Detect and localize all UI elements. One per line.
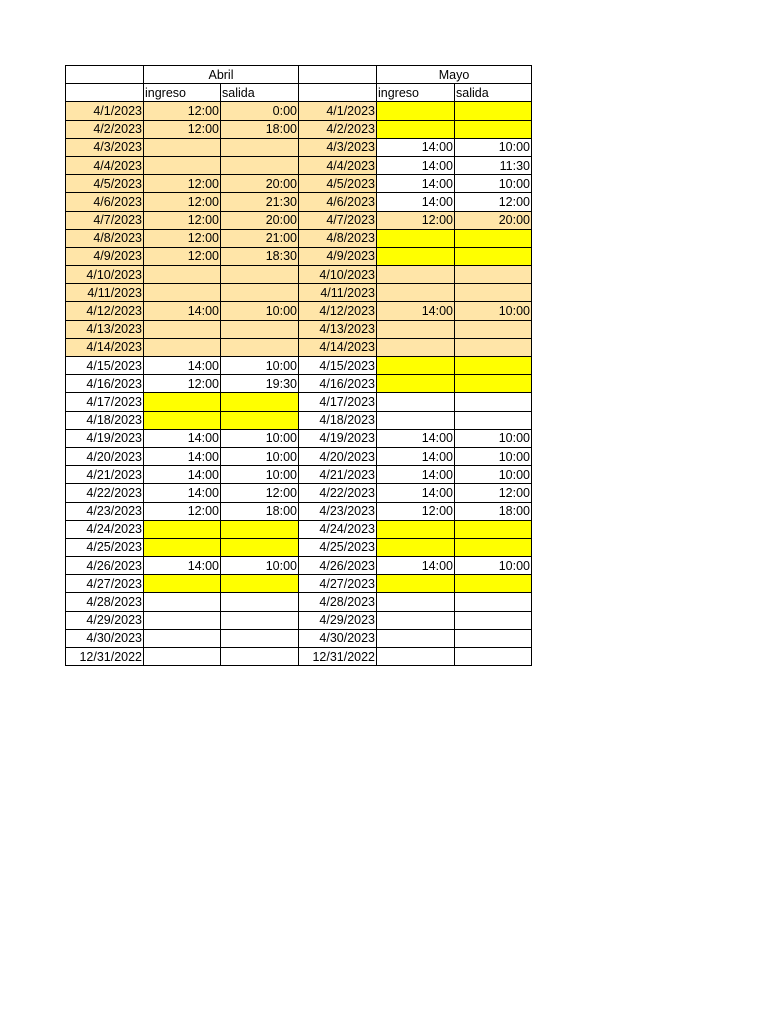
salida-april-cell[interactable] <box>221 520 299 538</box>
table-row <box>66 193 532 211</box>
date-may-cell[interactable]: 4/21/2023 <box>299 466 377 484</box>
table-row <box>66 138 532 156</box>
table-row <box>66 611 532 629</box>
ingreso-april-cell[interactable] <box>144 593 221 611</box>
month-right-header[interactable]: Mayo <box>377 66 532 84</box>
date-may-cell[interactable]: 4/10/2023 <box>299 266 377 284</box>
date-april-cell[interactable]: 4/29/2023 <box>66 611 144 629</box>
salida-may-cell[interactable] <box>455 102 532 120</box>
table-row <box>66 447 532 465</box>
ingreso-may-cell[interactable] <box>377 629 455 647</box>
ingreso-april-cell[interactable]: 12:00 <box>144 502 221 520</box>
date-april-cell[interactable]: 4/26/2023 <box>66 557 144 575</box>
table-row <box>66 629 532 647</box>
table-row <box>66 247 532 265</box>
ingreso-april-cell[interactable]: 12:00 <box>144 102 221 120</box>
date-may-cell[interactable]: 4/28/2023 <box>299 593 377 611</box>
date-april-cell[interactable]: 4/28/2023 <box>66 593 144 611</box>
ingreso-april-cell[interactable]: 12:00 <box>144 229 221 247</box>
table-row <box>66 466 532 484</box>
salida-may-cell[interactable]: 12:00 <box>455 193 532 211</box>
salida-april-cell[interactable]: 18:00 <box>221 502 299 520</box>
ingreso-april-cell[interactable]: 14:00 <box>144 357 221 375</box>
date-april-cell[interactable]: 4/19/2023 <box>66 429 144 447</box>
salida-may-cell[interactable] <box>455 648 532 666</box>
salida-april-cell[interactable] <box>221 156 299 174</box>
salida-april-cell[interactable] <box>221 284 299 302</box>
spreadsheet-table <box>65 65 532 666</box>
salida-may-cell[interactable]: 10:00 <box>455 429 532 447</box>
date-april-cell[interactable]: 4/1/2023 <box>66 102 144 120</box>
ingreso-april-cell[interactable]: 14:00 <box>144 484 221 502</box>
table-row <box>66 229 532 247</box>
ingreso-april-cell[interactable] <box>144 611 221 629</box>
ingreso-april-cell[interactable]: 14:00 <box>144 429 221 447</box>
ingreso-left-header[interactable]: ingreso <box>144 84 221 102</box>
month-left-header[interactable]: Abril <box>144 66 299 84</box>
salida-may-cell[interactable] <box>455 284 532 302</box>
ingreso-may-cell[interactable] <box>377 648 455 666</box>
date-may-cell[interactable]: 4/15/2023 <box>299 357 377 375</box>
date-may-cell[interactable]: 4/18/2023 <box>299 411 377 429</box>
ingreso-april-cell[interactable] <box>144 138 221 156</box>
ingreso-may-cell[interactable] <box>377 229 455 247</box>
table-row <box>66 156 532 174</box>
table-row <box>66 302 532 320</box>
salida-april-cell[interactable]: 21:00 <box>221 229 299 247</box>
date-april-cell[interactable]: 4/10/2023 <box>66 266 144 284</box>
ingreso-may-cell[interactable] <box>377 611 455 629</box>
date-april-cell[interactable]: 4/11/2023 <box>66 284 144 302</box>
ingreso-april-cell[interactable] <box>144 648 221 666</box>
date-april-cell[interactable]: 4/6/2023 <box>66 193 144 211</box>
salida-april-cell[interactable]: 20:00 <box>221 211 299 229</box>
ingreso-may-cell[interactable] <box>377 357 455 375</box>
salida-may-cell[interactable] <box>455 520 532 538</box>
date-may-cell[interactable]: 4/3/2023 <box>299 138 377 156</box>
salida-may-cell[interactable] <box>455 229 532 247</box>
salida-april-cell[interactable]: 21:30 <box>221 193 299 211</box>
month-header-row <box>66 66 532 84</box>
ingreso-may-cell[interactable] <box>377 120 455 138</box>
salida-april-cell[interactable]: 10:00 <box>221 302 299 320</box>
empty-header-cell[interactable] <box>66 84 144 102</box>
table-row <box>66 575 532 593</box>
date-april-cell[interactable]: 4/7/2023 <box>66 211 144 229</box>
salida-may-cell[interactable] <box>455 120 532 138</box>
salida-may-cell[interactable]: 18:00 <box>455 502 532 520</box>
salida-may-cell[interactable] <box>455 320 532 338</box>
ingreso-may-cell[interactable]: 14:00 <box>377 557 455 575</box>
ingreso-may-cell[interactable]: 14:00 <box>377 156 455 174</box>
salida-april-cell[interactable] <box>221 611 299 629</box>
salida-may-cell[interactable] <box>455 593 532 611</box>
ingreso-april-cell[interactable] <box>144 520 221 538</box>
table-row <box>66 502 532 520</box>
date-april-cell[interactable]: 4/2/2023 <box>66 120 144 138</box>
ingreso-april-cell[interactable] <box>144 156 221 174</box>
ingreso-april-cell[interactable] <box>144 266 221 284</box>
salida-may-cell[interactable]: 20:00 <box>455 211 532 229</box>
date-april-cell[interactable]: 4/15/2023 <box>66 357 144 375</box>
date-april-cell[interactable]: 4/4/2023 <box>66 156 144 174</box>
date-april-cell[interactable]: 4/27/2023 <box>66 575 144 593</box>
ingreso-right-header[interactable]: ingreso <box>377 84 455 102</box>
date-may-cell[interactable]: 4/9/2023 <box>299 247 377 265</box>
salida-april-cell[interactable] <box>221 538 299 556</box>
date-april-cell[interactable]: 4/5/2023 <box>66 175 144 193</box>
salida-may-cell[interactable]: 12:00 <box>455 484 532 502</box>
ingreso-may-cell[interactable]: 12:00 <box>377 502 455 520</box>
ingreso-april-cell[interactable]: 12:00 <box>144 211 221 229</box>
date-may-cell[interactable]: 4/8/2023 <box>299 229 377 247</box>
empty-header-cell[interactable] <box>299 84 377 102</box>
ingreso-may-cell[interactable] <box>377 247 455 265</box>
salida-may-cell[interactable]: 10:00 <box>455 466 532 484</box>
date-april-cell[interactable]: 4/20/2023 <box>66 447 144 465</box>
ingreso-may-cell[interactable]: 14:00 <box>377 138 455 156</box>
ingreso-april-cell[interactable] <box>144 338 221 356</box>
date-april-cell[interactable]: 4/16/2023 <box>66 375 144 393</box>
table-row <box>66 520 532 538</box>
date-may-cell[interactable]: 4/1/2023 <box>299 102 377 120</box>
ingreso-april-cell[interactable] <box>144 629 221 647</box>
date-may-cell[interactable]: 4/30/2023 <box>299 629 377 647</box>
date-may-cell[interactable]: 4/27/2023 <box>299 575 377 593</box>
table-row <box>66 648 532 666</box>
ingreso-april-cell[interactable]: 14:00 <box>144 466 221 484</box>
empty-header-cell[interactable] <box>299 66 377 84</box>
ingreso-april-cell[interactable]: 12:00 <box>144 247 221 265</box>
ingreso-april-cell[interactable] <box>144 320 221 338</box>
salida-right-header[interactable]: salida <box>455 84 532 102</box>
table-row <box>66 338 532 356</box>
salida-april-cell[interactable] <box>221 338 299 356</box>
salida-may-cell[interactable] <box>455 575 532 593</box>
date-may-cell[interactable]: 4/20/2023 <box>299 447 377 465</box>
salida-may-cell[interactable]: 11:30 <box>455 156 532 174</box>
ingreso-may-cell[interactable] <box>377 538 455 556</box>
ingreso-may-cell[interactable]: 14:00 <box>377 193 455 211</box>
date-april-cell[interactable]: 4/14/2023 <box>66 338 144 356</box>
date-april-cell[interactable]: 4/21/2023 <box>66 466 144 484</box>
salida-april-cell[interactable]: 10:00 <box>221 429 299 447</box>
date-may-cell[interactable]: 4/14/2023 <box>299 338 377 356</box>
salida-april-cell[interactable] <box>221 411 299 429</box>
salida-may-cell[interactable]: 10:00 <box>455 138 532 156</box>
table-row <box>66 357 532 375</box>
ingreso-may-cell[interactable]: 14:00 <box>377 175 455 193</box>
salida-april-cell[interactable]: 20:00 <box>221 175 299 193</box>
date-may-cell[interactable]: 4/4/2023 <box>299 156 377 174</box>
table-row <box>66 102 532 120</box>
table-row <box>66 284 532 302</box>
salida-april-cell[interactable]: 12:00 <box>221 484 299 502</box>
ingreso-april-cell[interactable] <box>144 575 221 593</box>
table-row <box>66 593 532 611</box>
ingreso-april-cell[interactable]: 12:00 <box>144 175 221 193</box>
date-may-cell[interactable]: 4/6/2023 <box>299 193 377 211</box>
salida-may-cell[interactable] <box>455 538 532 556</box>
date-april-cell[interactable]: 4/9/2023 <box>66 247 144 265</box>
date-may-cell[interactable]: 12/31/2022 <box>299 648 377 666</box>
date-may-cell[interactable]: 4/22/2023 <box>299 484 377 502</box>
salida-april-cell[interactable] <box>221 266 299 284</box>
date-april-cell[interactable]: 4/8/2023 <box>66 229 144 247</box>
date-may-cell[interactable]: 4/5/2023 <box>299 175 377 193</box>
table-row <box>66 175 532 193</box>
salida-april-cell[interactable] <box>221 575 299 593</box>
ingreso-april-cell[interactable]: 12:00 <box>144 120 221 138</box>
salida-april-cell[interactable]: 0:00 <box>221 102 299 120</box>
ingreso-may-cell[interactable] <box>377 338 455 356</box>
salida-april-cell[interactable] <box>221 648 299 666</box>
salida-april-cell[interactable] <box>221 593 299 611</box>
ingreso-may-cell[interactable] <box>377 102 455 120</box>
salida-may-cell[interactable]: 10:00 <box>455 557 532 575</box>
table-row <box>66 557 532 575</box>
salida-left-header[interactable]: salida <box>221 84 299 102</box>
date-may-cell[interactable]: 4/17/2023 <box>299 393 377 411</box>
date-april-cell[interactable]: 4/18/2023 <box>66 411 144 429</box>
table-row <box>66 393 532 411</box>
table-row <box>66 266 532 284</box>
date-april-cell[interactable]: 4/13/2023 <box>66 320 144 338</box>
salida-may-cell[interactable] <box>455 393 532 411</box>
column-header-row <box>66 84 532 102</box>
salida-april-cell[interactable] <box>221 393 299 411</box>
ingreso-may-cell[interactable] <box>377 411 455 429</box>
salida-april-cell[interactable]: 18:30 <box>221 247 299 265</box>
ingreso-april-cell[interactable]: 14:00 <box>144 557 221 575</box>
salida-april-cell[interactable]: 10:00 <box>221 447 299 465</box>
ingreso-may-cell[interactable]: 12:00 <box>377 211 455 229</box>
table-row <box>66 484 532 502</box>
empty-header-cell[interactable] <box>66 66 144 84</box>
ingreso-april-cell[interactable] <box>144 411 221 429</box>
ingreso-april-cell[interactable] <box>144 538 221 556</box>
salida-may-cell[interactable]: 10:00 <box>455 175 532 193</box>
table-row <box>66 429 532 447</box>
date-may-cell[interactable]: 4/26/2023 <box>299 557 377 575</box>
salida-may-cell[interactable] <box>455 629 532 647</box>
ingreso-may-cell[interactable] <box>377 284 455 302</box>
date-april-cell[interactable]: 4/3/2023 <box>66 138 144 156</box>
date-april-cell[interactable]: 4/25/2023 <box>66 538 144 556</box>
date-may-cell[interactable]: 4/13/2023 <box>299 320 377 338</box>
date-may-cell[interactable]: 4/25/2023 <box>299 538 377 556</box>
date-april-cell[interactable]: 4/22/2023 <box>66 484 144 502</box>
ingreso-april-cell[interactable] <box>144 284 221 302</box>
date-april-cell[interactable]: 4/12/2023 <box>66 302 144 320</box>
salida-may-cell[interactable] <box>455 338 532 356</box>
date-may-cell[interactable]: 4/11/2023 <box>299 284 377 302</box>
salida-may-cell[interactable] <box>455 357 532 375</box>
table-row <box>66 211 532 229</box>
ingreso-may-cell[interactable] <box>377 520 455 538</box>
salida-may-cell[interactable] <box>455 411 532 429</box>
salida-april-cell[interactable]: 18:00 <box>221 120 299 138</box>
ingreso-may-cell[interactable] <box>377 320 455 338</box>
table-row <box>66 538 532 556</box>
salida-may-cell[interactable]: 10:00 <box>455 302 532 320</box>
date-may-cell[interactable]: 4/12/2023 <box>299 302 377 320</box>
salida-may-cell[interactable] <box>455 247 532 265</box>
date-may-cell[interactable]: 4/23/2023 <box>299 502 377 520</box>
table-row <box>66 320 532 338</box>
salida-april-cell[interactable]: 10:00 <box>221 557 299 575</box>
ingreso-may-cell[interactable]: 14:00 <box>377 447 455 465</box>
salida-may-cell[interactable] <box>455 611 532 629</box>
date-may-cell[interactable]: 4/16/2023 <box>299 375 377 393</box>
ingreso-april-cell[interactable]: 14:00 <box>144 302 221 320</box>
ingreso-april-cell[interactable]: 12:00 <box>144 193 221 211</box>
salida-april-cell[interactable]: 10:00 <box>221 357 299 375</box>
salida-april-cell[interactable] <box>221 320 299 338</box>
ingreso-may-cell[interactable] <box>377 393 455 411</box>
date-may-cell[interactable]: 4/19/2023 <box>299 429 377 447</box>
date-april-cell[interactable]: 4/24/2023 <box>66 520 144 538</box>
date-april-cell[interactable]: 12/31/2022 <box>66 648 144 666</box>
table-row <box>66 411 532 429</box>
date-may-cell[interactable]: 4/2/2023 <box>299 120 377 138</box>
ingreso-may-cell[interactable]: 14:00 <box>377 429 455 447</box>
salida-may-cell[interactable] <box>455 266 532 284</box>
salida-april-cell[interactable] <box>221 138 299 156</box>
date-may-cell[interactable]: 4/7/2023 <box>299 211 377 229</box>
date-may-cell[interactable]: 4/24/2023 <box>299 520 377 538</box>
ingreso-may-cell[interactable]: 14:00 <box>377 484 455 502</box>
salida-april-cell[interactable]: 10:00 <box>221 466 299 484</box>
ingreso-may-cell[interactable]: 14:00 <box>377 466 455 484</box>
ingreso-april-cell[interactable] <box>144 393 221 411</box>
table-row <box>66 375 532 393</box>
ingreso-april-cell[interactable]: 14:00 <box>144 447 221 465</box>
salida-may-cell[interactable]: 10:00 <box>455 447 532 465</box>
ingreso-may-cell[interactable] <box>377 266 455 284</box>
date-april-cell[interactable]: 4/23/2023 <box>66 502 144 520</box>
ingreso-may-cell[interactable] <box>377 375 455 393</box>
date-april-cell[interactable]: 4/17/2023 <box>66 393 144 411</box>
salida-april-cell[interactable]: 19:30 <box>221 375 299 393</box>
ingreso-april-cell[interactable]: 12:00 <box>144 375 221 393</box>
ingreso-may-cell[interactable] <box>377 575 455 593</box>
salida-april-cell[interactable] <box>221 629 299 647</box>
ingreso-may-cell[interactable]: 14:00 <box>377 302 455 320</box>
date-april-cell[interactable]: 4/30/2023 <box>66 629 144 647</box>
table-row <box>66 120 532 138</box>
salida-may-cell[interactable] <box>455 375 532 393</box>
date-may-cell[interactable]: 4/29/2023 <box>299 611 377 629</box>
ingreso-may-cell[interactable] <box>377 593 455 611</box>
